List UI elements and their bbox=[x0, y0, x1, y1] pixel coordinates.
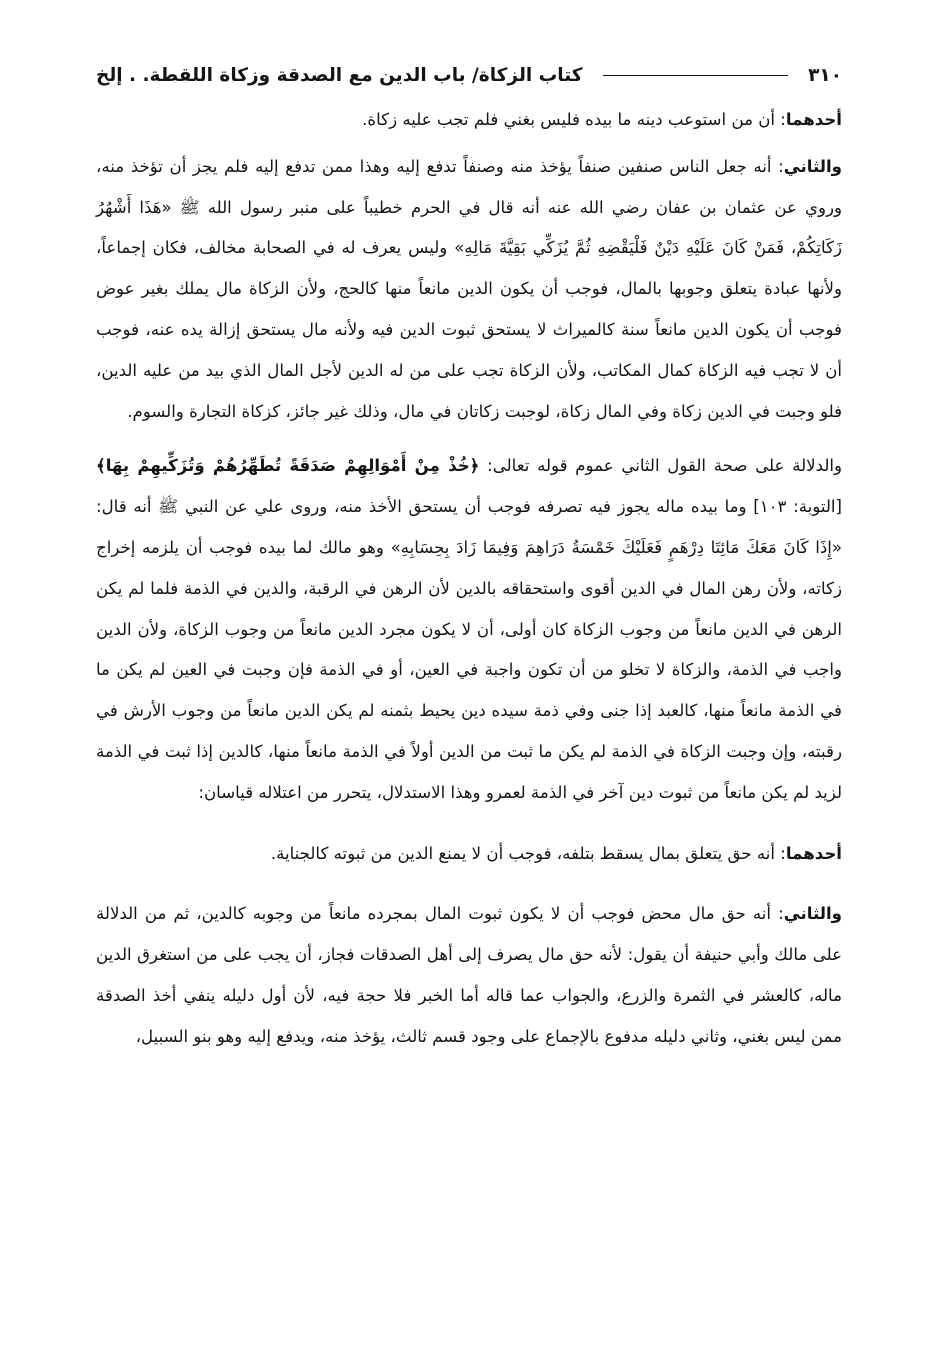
quran-verse: ﴿خُذْ مِنْ أَمْوَالِهِمْ صَدَقَةً تُطَهِّرُهُمْ وَتُزَكِّيهِمْ بِهَا﴾ bbox=[96, 456, 480, 476]
paragraph-text-after-verse: [التوبة: ١٠٣] وما بيده ماله يجوز فيه تصرفه فوجب أن يستحق الأخذ منه، وروى علي عن النبي ﷺ أنه قال: «إِذَا كَانَ مَعَكَ مَائِتَا دِرْهَمٍ فَعَلَيْكَ خَمْسَةُ دَرَاهِمَ وَفِيمَا زَادَ بِحِسَابِهِ» وهو مالك لما بيده فوجب أن يلزمه إخراج زكاته، ولأن رهن المال في الدين أقوى واستحقاقه بالدين لأن الرهن في الرقبة، والدين في الذمة فلما لم يكن الرهن في الدين مانعاً من وجوب الزكاة كان أولى، أن لا يكون مجرد الدين مانعاً من وجوب الزكاة، ولأن الدين واجب في الذمة، والزكاة لا تخلو من أن تكون واجبة في العين، أو في الذمة فإن وجبت في العين لم يكن ما في الذمة مانعاً منها، كالعبد إذا جنى وفي ذمة سيده دين يحيط بثمنه لم يكن الدين مانعاً من وجوب الأرش في رقبته، وإن وجبت الزكاة في الذمة لم يكن ما ثبت من الدين أولاً في الذمة مانعاً منها، كالدين إذا ثبت في الذمة لزيد لم يكن مانعاً من ثبوت دين آخر في الذمة لعمرو وهذا الاستدلال، يتحرر من اعتلاله قياسان: bbox=[96, 497, 843, 802]
header-rule bbox=[603, 75, 789, 76]
paragraph-lead: أحدهما bbox=[785, 110, 842, 129]
paragraph-first-reason bbox=[96, 100, 842, 141]
running-header bbox=[96, 58, 842, 92]
paragraph-text: : أنه حق مال محض فوجب أن لا يكون ثبوت المال بمجرده مانعاً من وجوبه كالدين، ثم من الدلالة على مالك وأبي حنيفة أن يقول: لأنه حق مال يصرف إلى أهل الصدقات فجاز، أن يجب على من استغرق الدين ماله، كالعشر في الثمرة والزرع، والجواب عما قاله أما الخبر فلا حجة فيه، لأن أول دليله ينفي أخذ الصدقة ممن ليس بغني، وثاني دليله مدفوع بالإجماع على وجود قسم ثالث، يؤخذ منه، ويدفع إليه وهو بنو السبيل، bbox=[96, 904, 842, 1046]
chapter-title: كتاب الزكاة/ باب الدين مع الصدقة وزكاة اللقطة. . إلخ bbox=[96, 64, 583, 86]
body-text bbox=[96, 100, 842, 1058]
paragraph-lead: والثاني bbox=[783, 156, 842, 176]
paragraph-lead: والثاني bbox=[783, 904, 842, 924]
paragraph-text: : أن من استوعب دينه ما بيده فليس بغني فلم تجب عليه زكاة. bbox=[362, 110, 786, 129]
paragraph-lead: أحدهما bbox=[785, 843, 842, 863]
paragraph-evidence bbox=[96, 446, 842, 813]
paragraph-first-analogy bbox=[96, 834, 842, 875]
paragraph-text-before-verse: والدلالة على صحة القول الثاني عموم قوله تعالى: bbox=[479, 456, 842, 476]
paragraph-text: : أنه حق يتعلق بمال يسقط بتلفه، فوجب أن لا يمنع الدين من ثبوته كالجناية. bbox=[270, 843, 786, 863]
paragraph-second-reason bbox=[96, 147, 842, 433]
paragraph-text: : أنه جعل الناس صنفين صنفاً يؤخذ منه وصنفاً تدفع إليه وهذا ممن تدفع إليه فلم يجز أن تؤخذ منه، وروي عن عثمان بن عفان رضي الله عنه أنه قال في الحرم خطيباً على منبر رسول الله ﷺ «هَذَا أَشْهُرُ زَكَاتِكُمْ، فَمَنْ كَانَ عَلَيْهِ دَيْنٌ فَلْيَقْضِهِ ثُمَّ يُزَكِّي بَقِيَّةَ مَالِهِ» وليس يعرف له في الصحابة مخالف، فكان إجماعاً، ولأنها عبادة يتعلق وجوبها بالمال، فوجب أن يكون الدين مانعاً منها كالحج، ولأن الزكاة مال يملك بغير عوض فوجب أن يكون الدين مانعاً سنة كالميراث لا يستحق ثبوت الدين فيه ولأنه مال يستحق إزالة يده عنه، فوجب أن لا تجب فيه الزكاة كمال المكاتب، ولأن الزكاة تجب على من له الدين لأجل المال الذي بيد من عليه الدين، فلو وجبت في الدين زكاة وفي المال زكاة، لوجبت زكاتان في مال، وذلك غير جائز، كزكاة التجارة والسوم. bbox=[96, 156, 842, 421]
paragraph-second-analogy bbox=[96, 894, 842, 1057]
page-number: ٣١٠ bbox=[808, 64, 842, 86]
